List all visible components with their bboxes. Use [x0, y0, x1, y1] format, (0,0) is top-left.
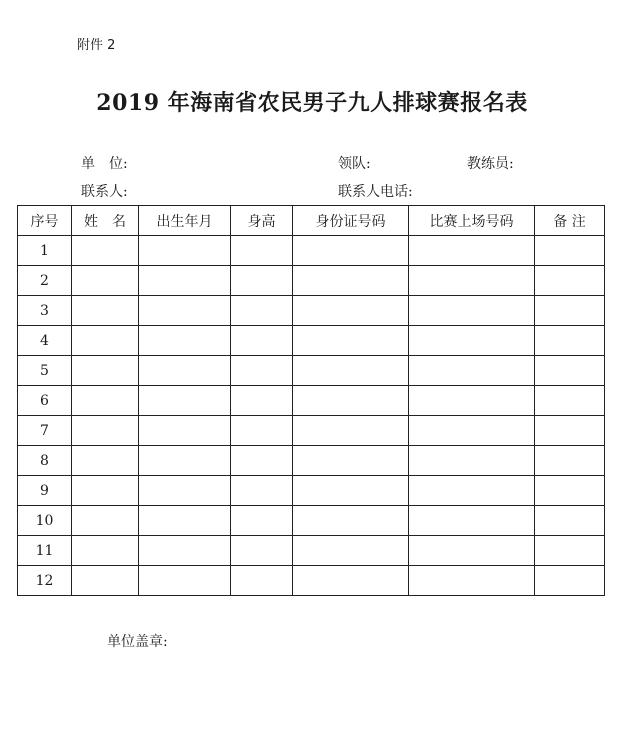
- row-index: 11: [18, 536, 72, 566]
- header-remarks: 备 注: [535, 206, 605, 236]
- remarks-cell[interactable]: [535, 266, 605, 296]
- remarks-cell[interactable]: [535, 386, 605, 416]
- row-index: 6: [18, 386, 72, 416]
- id-number-cell[interactable]: [293, 236, 409, 266]
- header-index: 序号: [18, 206, 72, 236]
- height-cell[interactable]: [231, 266, 293, 296]
- name-cell[interactable]: [72, 446, 139, 476]
- jersey-number-cell[interactable]: [409, 326, 535, 356]
- id-number-cell[interactable]: [293, 416, 409, 446]
- remarks-cell[interactable]: [535, 536, 605, 566]
- jersey-number-cell[interactable]: [409, 506, 535, 536]
- jersey-number-cell[interactable]: [409, 446, 535, 476]
- row-index: 4: [18, 326, 72, 356]
- jersey-number-cell[interactable]: [409, 566, 535, 596]
- row-index: 3: [18, 296, 72, 326]
- page-title: 2019 年海南省农民男子九人排球赛报名表: [96, 90, 528, 116]
- table-row: [18, 506, 605, 536]
- id-number-cell[interactable]: [293, 446, 409, 476]
- table-row: [18, 266, 605, 296]
- info-row-2: [0, 181, 624, 201]
- height-cell[interactable]: [231, 326, 293, 356]
- name-cell[interactable]: [72, 506, 139, 536]
- birth-date-cell[interactable]: [139, 296, 231, 326]
- jersey-number-cell[interactable]: [409, 416, 535, 446]
- remarks-cell[interactable]: [535, 236, 605, 266]
- height-cell[interactable]: [231, 296, 293, 326]
- birth-date-cell[interactable]: [139, 416, 231, 446]
- name-cell[interactable]: [72, 266, 139, 296]
- id-number-cell[interactable]: [293, 296, 409, 326]
- row-index: 7: [18, 416, 72, 446]
- row-index: 12: [18, 566, 72, 596]
- table-row: [18, 236, 605, 266]
- birth-date-cell[interactable]: [139, 386, 231, 416]
- jersey-number-cell[interactable]: [409, 476, 535, 506]
- name-cell[interactable]: [72, 386, 139, 416]
- birth-date-cell[interactable]: [139, 506, 231, 536]
- height-cell[interactable]: [231, 416, 293, 446]
- table-row: [18, 356, 605, 386]
- birth-date-cell[interactable]: [139, 236, 231, 266]
- name-cell[interactable]: [72, 536, 139, 566]
- id-number-cell[interactable]: [293, 386, 409, 416]
- id-number-cell[interactable]: [293, 506, 409, 536]
- table-row: [18, 446, 605, 476]
- row-index: 2: [18, 266, 72, 296]
- jersey-number-cell[interactable]: [409, 386, 535, 416]
- remarks-cell[interactable]: [535, 326, 605, 356]
- jersey-number-cell[interactable]: [409, 266, 535, 296]
- birth-date-cell[interactable]: [139, 356, 231, 386]
- name-cell[interactable]: [72, 476, 139, 506]
- header-jersey-number: 比赛上场号码: [409, 206, 535, 236]
- leader-label: 领队:: [338, 156, 371, 172]
- registration-table: [17, 205, 605, 596]
- row-index: 1: [18, 236, 72, 266]
- id-number-cell[interactable]: [293, 326, 409, 356]
- id-number-cell[interactable]: [293, 266, 409, 296]
- row-index: 8: [18, 446, 72, 476]
- birth-date-cell[interactable]: [139, 536, 231, 566]
- birth-date-cell[interactable]: [139, 476, 231, 506]
- name-cell[interactable]: [72, 236, 139, 266]
- height-cell[interactable]: [231, 356, 293, 386]
- info-row-1: [0, 153, 624, 173]
- coach-label: 教练员:: [467, 156, 514, 172]
- table-row: [18, 296, 605, 326]
- remarks-cell[interactable]: [535, 566, 605, 596]
- unit-label: 单 位:: [81, 156, 128, 172]
- height-cell[interactable]: [231, 536, 293, 566]
- birth-date-cell[interactable]: [139, 326, 231, 356]
- table-row: [18, 386, 605, 416]
- row-index: 9: [18, 476, 72, 506]
- height-cell[interactable]: [231, 506, 293, 536]
- remarks-cell[interactable]: [535, 476, 605, 506]
- id-number-cell[interactable]: [293, 566, 409, 596]
- table-row: [18, 476, 605, 506]
- birth-date-cell[interactable]: [139, 566, 231, 596]
- height-cell[interactable]: [231, 236, 293, 266]
- jersey-number-cell[interactable]: [409, 296, 535, 326]
- id-number-cell[interactable]: [293, 536, 409, 566]
- contact-phone-label: 联系人电话:: [338, 184, 413, 200]
- table-row: [18, 536, 605, 566]
- name-cell[interactable]: [72, 356, 139, 386]
- jersey-number-cell[interactable]: [409, 356, 535, 386]
- height-cell[interactable]: [231, 566, 293, 596]
- height-cell[interactable]: [231, 476, 293, 506]
- contact-label: 联系人:: [81, 184, 128, 200]
- jersey-number-cell[interactable]: [409, 236, 535, 266]
- name-cell[interactable]: [72, 416, 139, 446]
- table-row: [18, 416, 605, 446]
- header-id-number: 身份证号码: [293, 206, 409, 236]
- remarks-cell[interactable]: [535, 446, 605, 476]
- table-row: [18, 326, 605, 356]
- unit-stamp-label: 单位盖章:: [107, 634, 168, 650]
- name-cell[interactable]: [72, 296, 139, 326]
- header-birth-date: 出生年月: [139, 206, 231, 236]
- height-cell[interactable]: [231, 446, 293, 476]
- row-index: 10: [18, 506, 72, 536]
- table-row: [18, 566, 605, 596]
- table-body: [18, 236, 605, 596]
- attachment-label: 附件 2: [77, 38, 116, 53]
- id-number-cell[interactable]: [293, 356, 409, 386]
- row-index: 5: [18, 356, 72, 386]
- remarks-cell[interactable]: [535, 506, 605, 536]
- remarks-cell[interactable]: [535, 416, 605, 446]
- birth-date-cell[interactable]: [139, 266, 231, 296]
- remarks-cell[interactable]: [535, 296, 605, 326]
- name-cell[interactable]: [72, 326, 139, 356]
- header-name: 姓 名: [72, 206, 139, 236]
- jersey-number-cell[interactable]: [409, 536, 535, 566]
- id-number-cell[interactable]: [293, 476, 409, 506]
- table-header-row: [18, 206, 605, 236]
- name-cell[interactable]: [72, 566, 139, 596]
- height-cell[interactable]: [231, 386, 293, 416]
- header-height: 身高: [231, 206, 293, 236]
- birth-date-cell[interactable]: [139, 446, 231, 476]
- remarks-cell[interactable]: [535, 356, 605, 386]
